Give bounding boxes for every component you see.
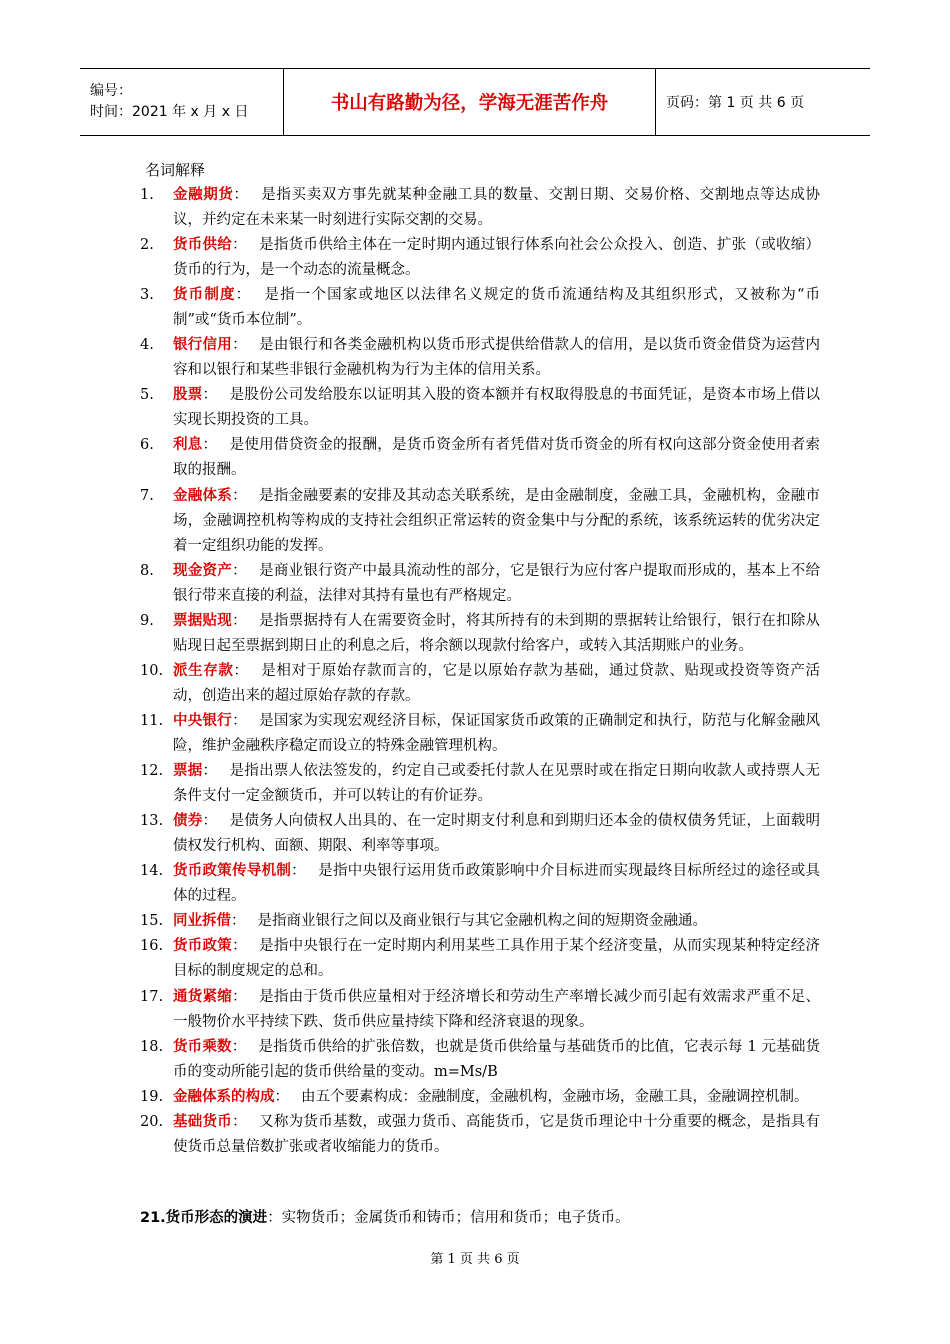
item-body — [173, 985, 820, 1035]
list-item — [140, 559, 820, 609]
term-label: 票据 — [173, 763, 203, 780]
item-number: 18. — [140, 1038, 164, 1055]
list-item — [140, 1035, 820, 1085]
term-definition: 是指一个国家或地区以法律名义规定的货币流通结构及其组织形式，又被称为“币制”或“货币本位制”。 — [173, 287, 821, 329]
term-separator: ： — [291, 863, 306, 880]
item-body — [173, 909, 820, 934]
term-label: 利息 — [173, 437, 203, 454]
term-label: 中央银行 — [173, 712, 233, 729]
term-definition: 由五个要素构成：金融制度，金融机构，金融市场，金融工具，金融调控机制。 — [301, 1088, 809, 1105]
item-number: 4. — [140, 337, 154, 354]
term-definition: 是由银行和各类金融机构以货币形式提供给借款人的信用，是以货币资金借贷为运营内容和以银行和某些非银行金融机构为行为主体的信用关系。 — [173, 337, 821, 379]
term-definition: 是指由于货币供应量相对于经济增长和劳动生产率增长减少而引起有效需求严重不足、一般物价水平持续下跌、货币供应量持续下降和经济衰退的现象。 — [173, 988, 821, 1030]
term-separator: ： — [202, 763, 218, 780]
term-label: 21.货币形态的演进 — [140, 1210, 268, 1226]
list-item — [140, 233, 820, 283]
motto-text: 书山有路勤为径，学海无涯苦作舟 — [330, 93, 609, 114]
term-label: 通货紧缩 — [173, 988, 233, 1005]
item-number: 10. — [140, 662, 164, 679]
term-separator: ： — [233, 187, 249, 203]
term-definition: 是指中央银行在一定时期内利用某些工具作用于某个经济变量，从而实现某种特定经济目标的制度规定的总和。 — [173, 938, 821, 980]
list-item — [140, 433, 820, 483]
term-definition: 是指出票人依法签发的，约定自己或委托付款人在见票时或在指定日期向收款人或持票人无条件支付一定金额货币，并可以转让的有价证券。 — [173, 763, 821, 805]
list-item — [140, 909, 820, 934]
item-body — [173, 609, 820, 659]
item-number: 17. — [140, 988, 164, 1005]
term-separator: ： — [232, 712, 247, 729]
list-item — [140, 283, 820, 333]
header-motto — [284, 69, 656, 135]
item-number: 16. — [140, 938, 164, 955]
term-label: 货币供给 — [173, 237, 233, 254]
term-definition: 又称为货币基数，或强力货币、高能货币，它是货币理论中十分重要的概念，是指具有使货币总量倍数扩张或者收缩能力的货币。 — [173, 1113, 821, 1155]
term-definition: 是国家为实现宏观经济目标，保证国家货币政策的正确制定和执行，防范与化解金融风险，维护金融秩序稳定而设立的特殊金融管理机构。 — [173, 712, 821, 754]
list-item — [140, 809, 820, 859]
item-body — [173, 559, 820, 609]
item-number: 15. — [140, 913, 164, 930]
list-item-21 — [140, 1206, 630, 1231]
term-label: 现金资产 — [173, 562, 233, 579]
item-number: 12. — [140, 763, 164, 780]
term-separator: ： — [202, 387, 218, 404]
item-number: 20. — [140, 1113, 164, 1130]
item-body — [173, 383, 820, 433]
term-definition: 是债务人向债权人出具的、在一定时期支付利息和到期归还本金的债权债务凭证，上面载明债权发行机构、面额、期限、利率等事项。 — [173, 813, 821, 855]
term-label: 银行信用 — [173, 337, 233, 354]
term-separator: ： — [202, 437, 218, 454]
item-body — [173, 709, 820, 759]
item-body — [173, 859, 820, 909]
term-definition: 是指金融要素的安排及其动态关联系统，是由金融制度，金融工具，金融机构，金融市场，金融调控机构等构成的支持社会组织正常运转的资金集中与分配的系统，该系统运转的优劣决定着一定组织功能的发挥。 — [173, 487, 821, 554]
term-separator: ： — [202, 813, 218, 830]
item-number: 19. — [140, 1088, 164, 1105]
document-time-label: 时间：2021 年 x 月 x 日 — [90, 104, 249, 120]
term-label: 派生存款 — [173, 662, 234, 679]
term-separator: ： — [274, 1088, 289, 1105]
list-item — [140, 859, 820, 909]
term-label: 金融期货 — [173, 187, 234, 203]
term-label: 货币政策 — [173, 938, 233, 955]
term-separator: ： — [235, 287, 252, 304]
term-label: 金融体系的构成 — [173, 1088, 275, 1105]
item-body — [173, 1110, 820, 1160]
list-item — [140, 609, 820, 659]
term-definition: 是指票据持有人在需要资金时，将其所持有的未到期的票据转让给银行，银行在扣除从贴现日起至票据到期日止的利息之后，将余额以现款付给客户，或转入其活期账户的业务。 — [173, 612, 821, 654]
term-separator: ： — [232, 337, 247, 354]
item-number: 3. — [140, 287, 154, 304]
term-separator: ： — [232, 487, 247, 504]
term-separator: ： — [231, 1038, 247, 1055]
term-separator: ： — [232, 988, 247, 1005]
term-definition: 是使用借贷资金的报酬，是货币资金所有者凭借对货币资金的所有权向这部分资金使用者索取的报酬。 — [173, 437, 821, 479]
term-definition: ：实物货币；金属货币和铸币；信用和货币；电子货币。 — [267, 1210, 630, 1226]
term-definition: 是商业银行资产中最具流动性的部分，它是银行为应付客户提取而形成的，基本上不给银行带来直接的利益，法律对其持有量也有严格规定。 — [173, 562, 821, 604]
page-number-label: 页码：第 1 页 共 6 页 — [666, 95, 805, 111]
term-label: 金融体系 — [173, 487, 233, 504]
document-number-label: 编号： — [90, 83, 132, 99]
term-definition: 是指买卖双方事先就某种金融工具的数量、交割日期、交易价格、交割地点等达成协议，并约定在未来某一时刻进行实际交割的交易。 — [173, 187, 821, 228]
item-body — [173, 759, 820, 809]
item-body — [173, 484, 820, 559]
item-number: 7. — [140, 487, 154, 504]
term-label: 同业拆借 — [173, 913, 231, 930]
item-body — [173, 1085, 820, 1110]
item-body — [173, 1035, 820, 1085]
term-list — [140, 183, 820, 1160]
list-item — [140, 934, 820, 984]
item-number: 8. — [140, 562, 154, 579]
term-label: 货币制度 — [173, 287, 236, 304]
item-body — [173, 659, 820, 709]
list-item — [140, 183, 820, 233]
item-number: 9. — [140, 612, 154, 629]
term-label: 货币政策传导机制 — [173, 863, 292, 880]
item-body — [173, 233, 820, 283]
term-separator: ： — [233, 662, 249, 679]
list-item — [140, 333, 820, 383]
list-item — [140, 1085, 820, 1110]
term-label: 票据贴现 — [173, 612, 233, 629]
header-page-info — [656, 69, 870, 135]
list-item — [140, 383, 820, 433]
term-separator: ： — [232, 938, 247, 955]
term-definition: 是指中央银行运用货币政策影响中介目标进而实现最终目标所经过的途径或具体的过程。 — [173, 863, 821, 905]
page-footer: 第 1 页 共 6 页 — [430, 1252, 520, 1267]
item-number: 6. — [140, 437, 154, 454]
list-item — [140, 1110, 820, 1160]
item-number: 14. — [140, 863, 164, 880]
term-label: 货币乘数 — [173, 1038, 232, 1055]
item-number: 13. — [140, 813, 164, 830]
term-definition: 是指货币供给主体在一定时期内通过银行体系向社会公众投入、创造、扩张（或收缩）货币的行为，是一个动态的流量概念。 — [173, 237, 821, 279]
term-separator: ： — [232, 237, 247, 254]
item-body — [173, 333, 820, 383]
term-definition: 是股份公司发给股东以证明其入股的资本额并有权取得股息的书面凭证，是资本市场上借以实现长期投资的工具。 — [173, 387, 821, 429]
term-label: 基础货币 — [173, 1113, 233, 1130]
section-title: 名词解释 — [145, 161, 206, 179]
term-definition: 是指商业银行之间以及商业银行与其它金融机构之间的短期资金融通。 — [257, 913, 707, 930]
item-body — [173, 283, 820, 333]
page-header — [80, 68, 870, 136]
item-body — [173, 809, 820, 859]
header-meta — [80, 69, 284, 135]
term-label: 债券 — [173, 813, 203, 830]
term-separator: ： — [232, 562, 247, 579]
item-number: 2. — [140, 237, 154, 254]
list-item — [140, 985, 820, 1035]
term-separator: ： — [231, 913, 246, 930]
list-item — [140, 759, 820, 809]
term-label: 股票 — [173, 387, 203, 404]
item-number: 5. — [140, 387, 154, 404]
term-definition: 是指货币供给的扩张倍数，也就是货币供给量与基础货币的比值，它表示每 1 元基础货币的变动所能引起的货币供给量的变动。m=Ms/B — [173, 1038, 820, 1080]
item-body — [173, 934, 820, 984]
item-number: 1. — [140, 187, 154, 203]
list-item — [140, 659, 820, 709]
term-separator: ： — [232, 1113, 247, 1130]
item-number: 11. — [140, 712, 164, 729]
term-definition: 是相对于原始存款而言的，它是以原始存款为基础，通过贷款、贴现或投资等资产活动，创造出来的超过原始存款的存款。 — [173, 662, 821, 704]
item-body — [173, 183, 820, 233]
list-item — [140, 709, 820, 759]
list-item — [140, 484, 820, 559]
term-separator: ： — [232, 612, 247, 629]
item-body — [173, 433, 820, 483]
